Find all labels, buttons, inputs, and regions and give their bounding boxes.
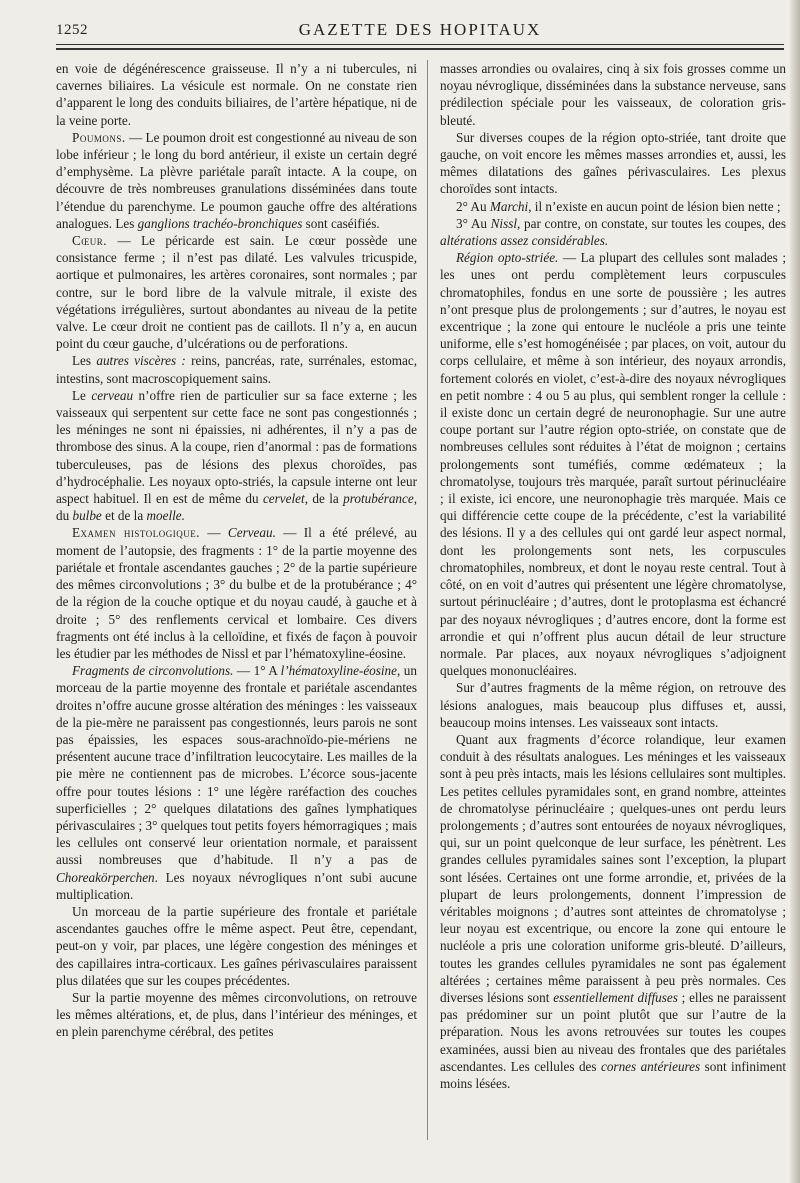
italic-text: l’hématoxyline-éosine <box>280 663 398 679</box>
italic-text: Fragments de circonvolutions. <box>72 663 234 679</box>
text: et de la <box>101 508 147 524</box>
paragraph-nissl <box>440 215 786 249</box>
page-header <box>56 20 784 44</box>
paragraph-examen <box>56 524 417 662</box>
text: Un morceau de la partie supérieure des frontale et pariétale ascendantes gauches offre le même aspect. Peut être, cependant, peut-on y voir, par places, une légère congestion des méninges et des capillaires intra-corticaux. Les gaînes périvasculaires paraissent plus dilatées que sur les coupes précédentes. <box>56 903 417 988</box>
right-column <box>440 60 786 1092</box>
text: Sur la partie moyenne des mêmes circonvolutions, on retrouve les mêmes altérations, et, de plus, dans l’intérieur des méninges, et en plein parenchyme cérébral, des petites <box>56 989 417 1040</box>
page-edge-shadow <box>790 0 800 1183</box>
italic-text: Nissl <box>490 215 518 231</box>
text: ; elles ne paraissent pas prédominer sur un point plutôt que sur l’autre de la préparation. Nous les avons retrouvées sur toutes les coupes examinées, aussi bien au niveau des frontales que des pariétales ascendantes. Les cellules des <box>440 989 786 1074</box>
text: n’offre rien de particulier sur sa face externe ; les vaisseaux qui serpentent sur cette face ne sont pas congestionnés ; les méninges ne sont ni épaissies, ni adhérentes, il n’y a pas de thrombose des sinus. A la coupe, rien d’anormal : pas de formations tuberculeuses, pas de lésions des plexus choroïdes, pas d’hydrocéphalie. Les noyaux opto-striés, la capsule interne ont leur aspect habituel. Il en est de même du <box>56 387 417 507</box>
text: reins, pancréas, rate, surrénales, estomac, intestins, sont macroscopiquement sains. <box>56 353 417 386</box>
section-label: Poumons. <box>72 129 126 145</box>
text: sont caséifiés. <box>302 215 380 231</box>
text: Les <box>72 353 97 369</box>
text: , un morceau de la partie moyenne des frontale et pariétale ascendantes droites n’offre aucune grosse altération des méninges : les vaisseaux de la pie-mère ne paraissent pas congestionnés, leurs parois ne sont pas épaissies, les espaces sous-arachnoïdo-pie-mériens ne présentent aucune trace d’infiltration leucocytaire. Les mailles de la pie mère ne contiennent pas de microbes. L’écorce sous-jacente offre pour toutes lésions : 1° une légère raréfaction des couches superficielles ; 2° quelques dilatations des gaînes lymphatiques périvasculaires ; 3° quelques tout petits foyers hémorragiques ; mais les cellules ont conservé leur orientation normale, et paraissent aussi nombreuses que d’habitude. Il n’y a pas de <box>56 663 417 868</box>
section-label: Examen histologique. <box>72 525 201 541</box>
paragraph <box>440 679 786 731</box>
text: — Il a été prélevé, au moment de l’autopsie, des fragments : 1° de la partie moyenne des pariétale et frontale ascendantes gauches ; 2° de la partie supérieure des mêmes circonvolutions ; 3° du bulbe et de la protubérance ; 4° de la région de la couche optique et du noyau caudé, à gauche et à droite ; 5° des renflements cervical et lombaire. Ces divers fragments ont été inclus à la celloïdine, et fixés de façon à pouvoir les étudier par les méthodes de Nissl et par l’hématoxyline-éosine. <box>56 525 418 661</box>
italic-text: protubérance <box>343 491 414 507</box>
paragraph <box>56 989 417 1041</box>
paragraph-marchi <box>440 198 786 215</box>
paragraph <box>56 60 417 129</box>
text: en voie de dégénérescence graisseuse. Il n’y a ni tubercules, ni cavernes biliaires. La vésicule est normale. On ne constate rien d’apparent le long des conduits biliaires, de l’artère hépatique, ni de la veine porte. <box>56 61 417 128</box>
italic-text: Cerveau. <box>227 525 276 541</box>
paragraph <box>440 129 786 198</box>
paragraph-coeur <box>56 232 417 352</box>
text: — Le poumon droit est congestionné au niveau de son lobe inférieur ; le long du bord antérieur, il existe un certain degré d’emphysème. La plèvre pariétale paraît intacte. A la coupe, on découvre de très nombreuses granulations disséminées dans toute l’étendue du parenchyme. Le poumon gauche offre des altérations analogues. Les <box>56 129 417 231</box>
paragraph-region-opto-striee <box>440 249 786 679</box>
text: 2° Au <box>456 198 490 214</box>
header-rule <box>56 44 784 45</box>
text: 3° Au <box>456 215 491 231</box>
page-number: 1252 <box>56 22 88 38</box>
text: — Le péricarde est sain. Le cœur possède une consistance ferme ; il n’est pas dilaté. Les valvules tricuspide, aortique et pulmonaires, les artères coronaires, sont normales ; par contre, sur le bord libre de la valvule mitrale, il existe des végétations irrégulières, surtout abondantes au niveau de la petite valve. Le cœur droit ne contient pas de caillots. Il n’y a, en aucun point du cœur gauche, d’ulcérations ou de perforations. <box>56 233 417 352</box>
italic-text: essentiellement diffuses <box>553 989 678 1005</box>
text: , du <box>56 491 418 524</box>
italic-text: altérations assez considérables. <box>440 233 609 249</box>
paragraph <box>56 903 417 989</box>
text: , de la <box>304 491 344 507</box>
italic-text: autres viscères : <box>96 353 186 369</box>
text: — 1° A <box>233 663 281 679</box>
column-divider <box>427 60 428 1140</box>
paragraph-fragments <box>56 662 417 903</box>
text: Sur diverses coupes de la région opto-striée, tant droite que gauche, on voit encore les mêmes masses arrondies et, aussi, les mêmes dilatations des gaînes périvasculaires. Les plexus choroïdes sont intacts. <box>440 129 786 197</box>
paragraph-cerveau <box>56 387 417 525</box>
text: Sur d’autres fragments de la même région, on retrouve des lésions analogues, mais beaucoup plus diffuses et, aussi, beaucoup moins intenses. Les vaisseaux sont intacts. <box>440 680 786 730</box>
text: Quant aux fragments d’écorce rolandique, leur examen conduit à des résultats analogues. Les méninges et les vaisseaux sont à peu près intacts, mais les lésions cellulaires sont multiples. Les petites cellules pyramidales sont, en grand nombre, atteintes de chromatolyse périnucléaire ; quelques-unes ont perdu leurs prolongements ; d’autres sont entourées de noyaux névrogliques, qui, sur un point quelconque de leur surface, les pénètrent. Les grandes cellules pyramidales saines sont l’exception, la plupart sont lésées. Certaines ont une forme arrondie, et, privées de la plupart de leurs prolongements, donnent l’impression de véritables moignons ; d’autres sont atteintes de chromatolyse ; leur noyau est excentrique, ou encore la zone qui entoure le nucléole a pris une coloration uniforme gris-bleuté. D’ailleurs, toutes les grandes cellules pyramidales ne sont pas également altérées ; certaines même paraissent à peu près normales. Ces diverses lésions sont <box>440 731 786 1005</box>
italic-text: cornes antérieures <box>600 1058 701 1074</box>
paragraph-poumons <box>56 129 417 232</box>
text: Le <box>72 387 92 403</box>
text: — La plupart des cellules sont malades ; les unes ont perdu complètement leurs corpuscules chromatophiles, fondus en une sorte de poussière ; les autres n’ont presque plus de prolongements ; sur d’autres, le noyau est excentrique ; la zone qui entoure le nucléole a pris une teinte uniforme, elle s’est homogénéisée ; par places, on voit, autour du corps cellulaire, et même à son intérieur, des noyaux arrondis, fortement colorés en violet, c’est-à-dire des noyaux névrogliques en petit nombre : 4 ou 5 au plus, qui semblent ronger la cellule : il existe donc un certain degré de neuronophagie. Sur une autre coupe portant sur l’autre région opto-striée, on constate que de nombreuses cellules sont réduites à l’état de moignon ; certains prolongements sont tuméfiés, comme œdémateux ; la chromatolyse, toujours très marquée, paraît surtout périnucléaire ; il existe, ici encore, une neuronophagie très marquée. Mais ce qui différencie cette coupe de la précédente, c’est la variabilité des lésions. Il y a des cellules qui ont gardé leur aspect normal, dont les prolongements sont nets, les corpuscules chromatophiles, nombreux, et dont le noyau reste central. Tout à côté, on en voit d’autres qui présentent une légère chromatolyse, surtout périnucléaire ; d’autres, dont le protoplasma est échancré par des noyaux névrogliques ; d’autres encore, dont la forme est arrondie et qui n’offrent plus aucun détail de leur structure normale. Par places, aux noyaux névrogliques s’adjoignent quelques mononucléaires. <box>440 250 786 679</box>
italic-text: moelle. <box>146 508 185 524</box>
italic-text: Marchi <box>489 198 529 214</box>
italic-text: ganglions trachéo-bronchiques <box>137 215 303 231</box>
text: , par contre, on constate, sur toutes les coupes, des <box>517 215 786 231</box>
left-column <box>56 60 417 1041</box>
text: sont infiniment moins lésées. <box>440 1058 786 1091</box>
italic-text: Région opto-striée. <box>456 250 559 266</box>
journal-title: GAZETTE DES HOPITAUX <box>298 20 542 39</box>
text: masses arrondies ou ovalaires, cinq à six fois grosses comme un noyau névroglique, disséminées dans la substance nerveuse, sans prédilection spéciale pour les vaisseaux, de coloration gris-bleuté. <box>440 61 786 128</box>
italic-text: Choreakörperchen <box>56 869 155 885</box>
paragraph-visceres <box>56 352 417 386</box>
header-double-rule <box>56 48 784 50</box>
italic-text: bulbe <box>72 508 102 524</box>
paragraph-ecorce-rolandique <box>440 731 786 1092</box>
italic-text: cervelet <box>262 491 305 507</box>
text: — <box>200 525 228 541</box>
section-label: Cœur. <box>72 233 108 249</box>
text: . Les noyaux névrogliques n’ont subi aucune multiplication. <box>56 869 417 902</box>
paragraph <box>440 60 786 129</box>
italic-text: cerveau <box>91 387 134 403</box>
text: , il n’existe en aucun point de lésion bien nette ; <box>528 198 781 214</box>
